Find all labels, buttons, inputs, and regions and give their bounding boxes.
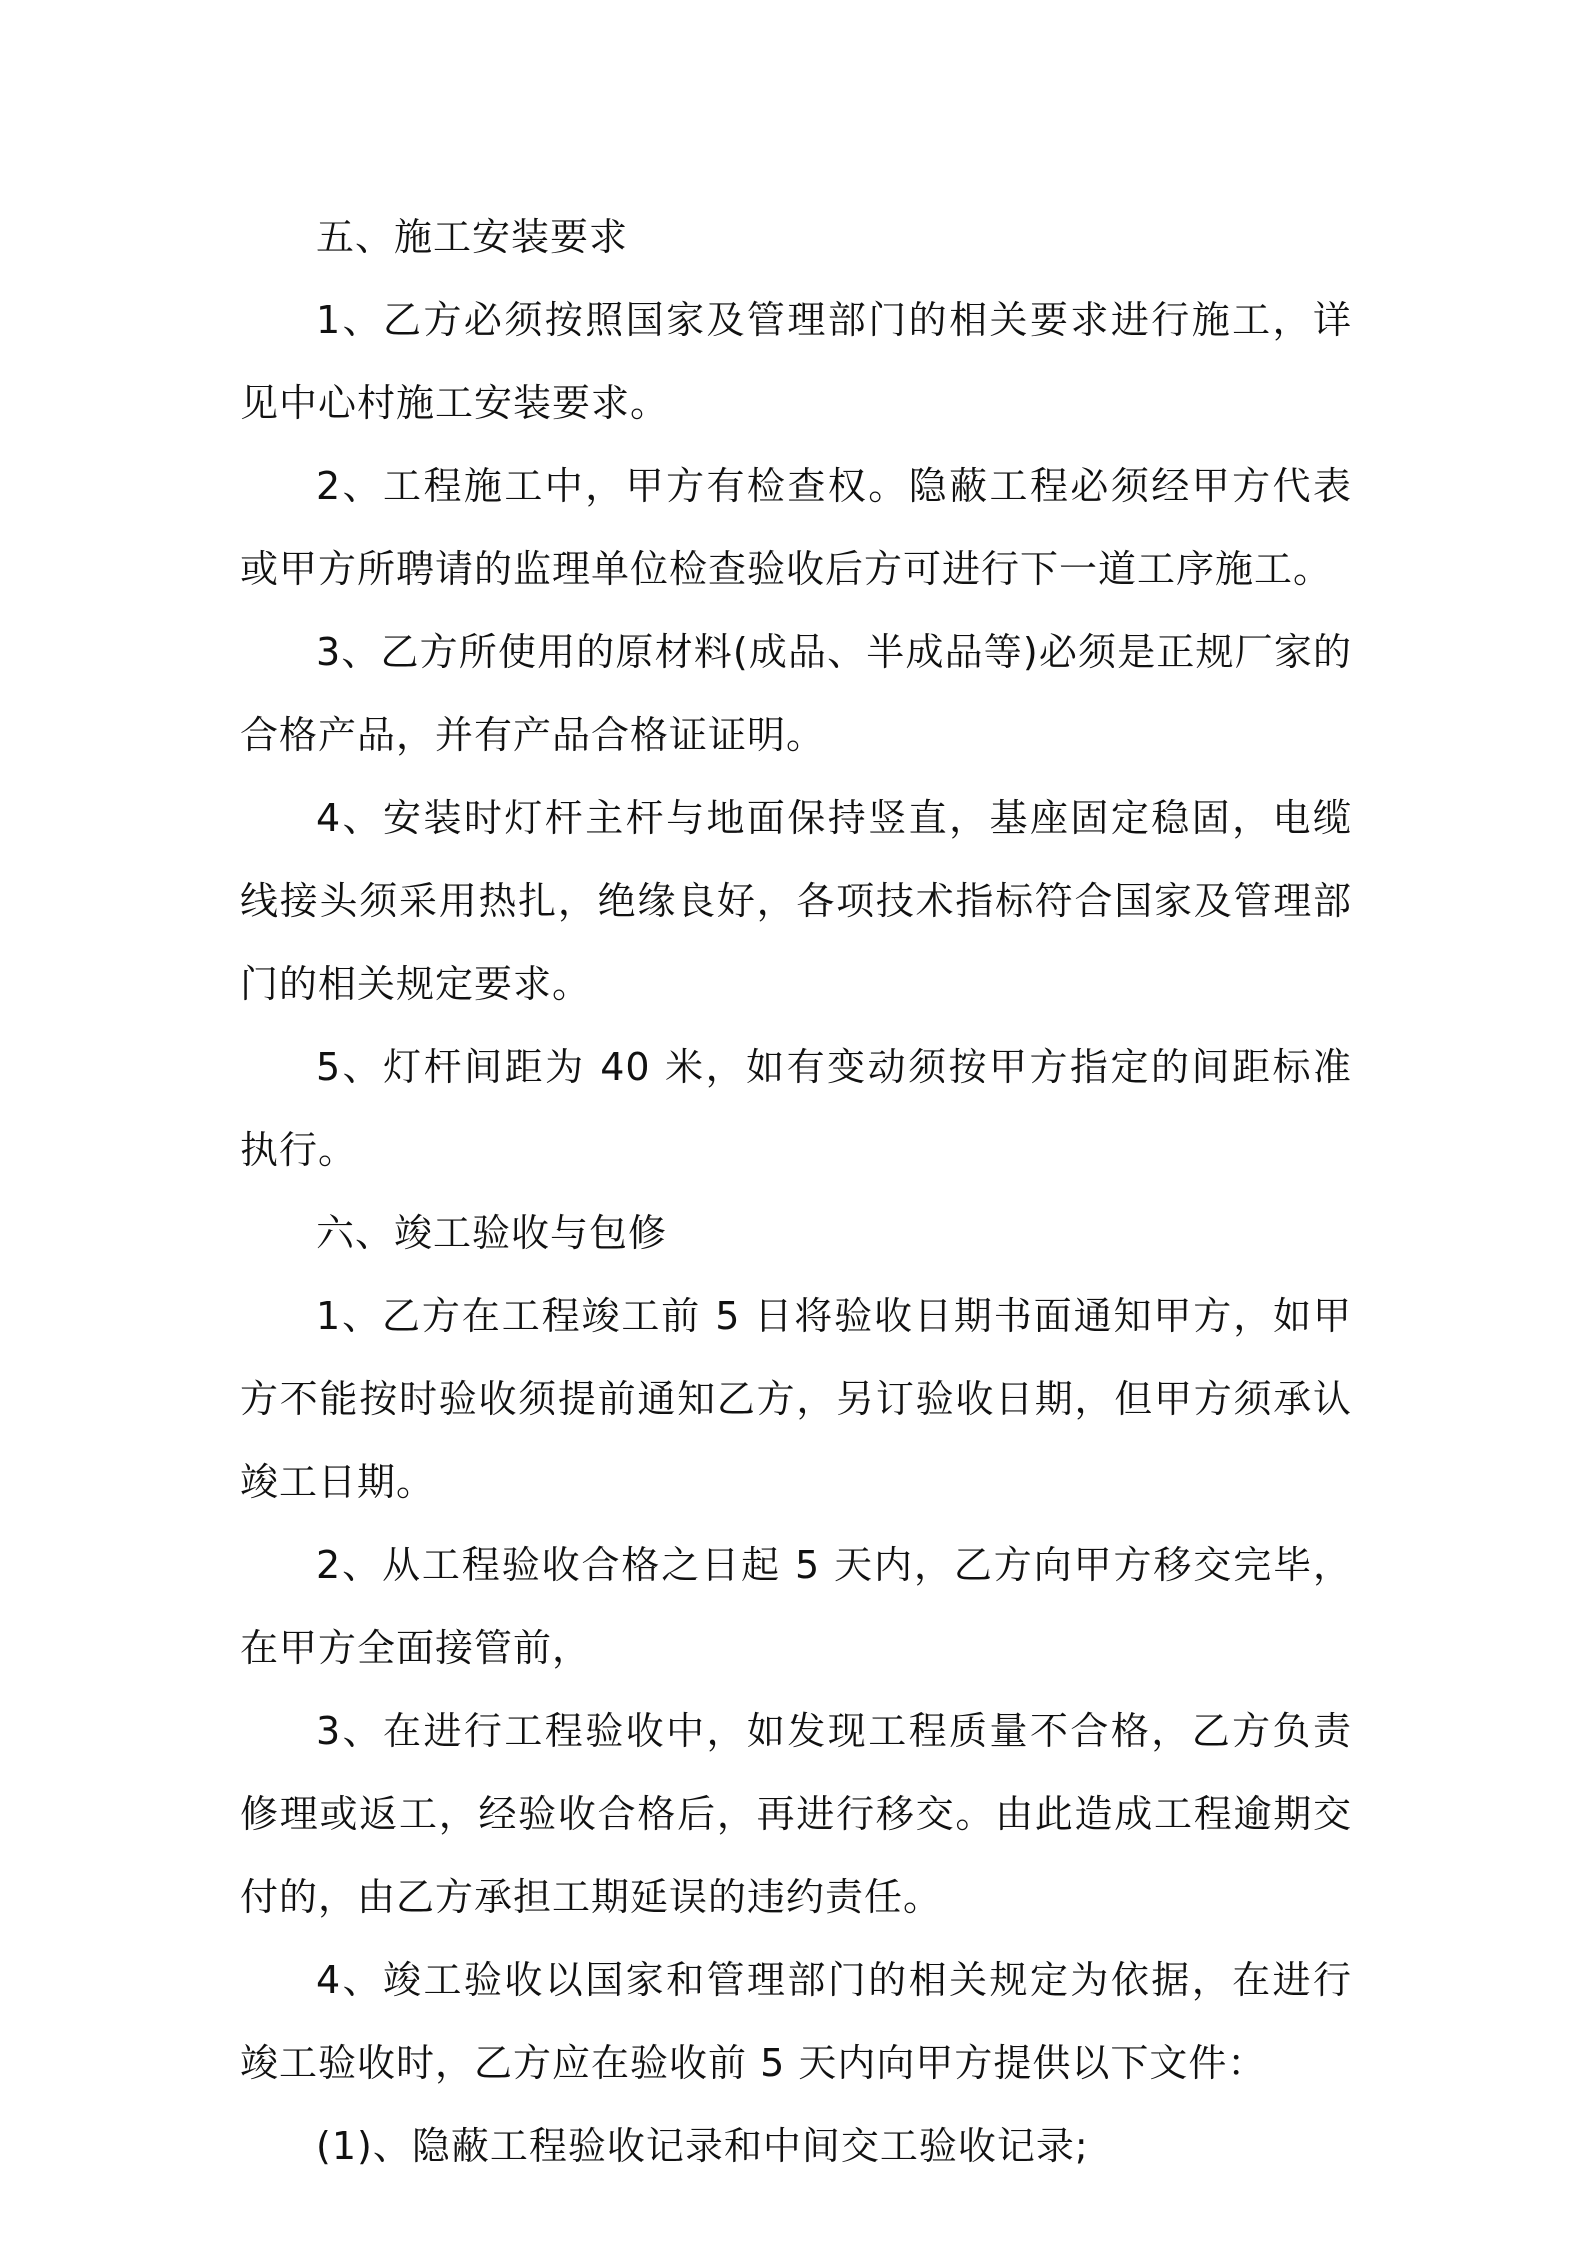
paragraph-clause-5-1: 1、乙方必须按照国家及管理部门的相关要求进行施工，详见中心村施工安装要求。 — [240, 298, 1352, 425]
section-heading-construction-requirements: 五、施工安装要求 — [316, 215, 629, 259]
document-body — [240, 196, 1352, 2188]
paragraph-clause-6-4-item-1: (1)、隐蔽工程验收记录和中间交工验收记录; — [316, 2124, 1089, 2168]
paragraph-clause-6-1: 1、乙方在工程竣工前 5 日将验收日期书面通知甲方，如甲方不能按时验收须提前通知乙方，另订验收日期，但甲方须承认竣工日期。 — [240, 1294, 1352, 1504]
paragraph-clause-5-3: 3、乙方所使用的原材料(成品、半成品等)必须是正规厂家的合格产品，并有产品合格证证明。 — [240, 630, 1352, 757]
paragraph-clause-5-4: 4、安装时灯杆主杆与地面保持竖直，基座固定稳固，电缆线接头须采用热扎，绝缘良好，各项技术指标符合国家及管理部门的相关规定要求。 — [240, 796, 1352, 1006]
paragraph-clause-6-4: 4、竣工验收以国家和管理部门的相关规定为依据，在进行竣工验收时，乙方应在验收前 5 天内向甲方提供以下文件： — [240, 1958, 1352, 2085]
section-heading-acceptance-warranty: 六、竣工验收与包修 — [316, 1211, 668, 1255]
paragraph-clause-6-2: 2、从工程验收合格之日起 5 天内，乙方向甲方移交完毕，在甲方全面接管前， — [240, 1543, 1352, 1670]
paragraph-clause-6-3: 3、在进行工程验收中，如发现工程质量不合格，乙方负责修理或返工，经验收合格后，再进行移交。由此造成工程逾期交付的，由乙方承担工期延误的违约责任。 — [240, 1709, 1352, 1919]
paragraph-clause-5-5: 5、灯杆间距为 40 米，如有变动须按甲方指定的间距标准执行。 — [240, 1045, 1352, 1172]
paragraph-clause-5-2: 2、工程施工中，甲方有检查权。隐蔽工程必须经甲方代表或甲方所聘请的监理单位检查验收后方可进行下一道工序施工。 — [240, 464, 1352, 591]
